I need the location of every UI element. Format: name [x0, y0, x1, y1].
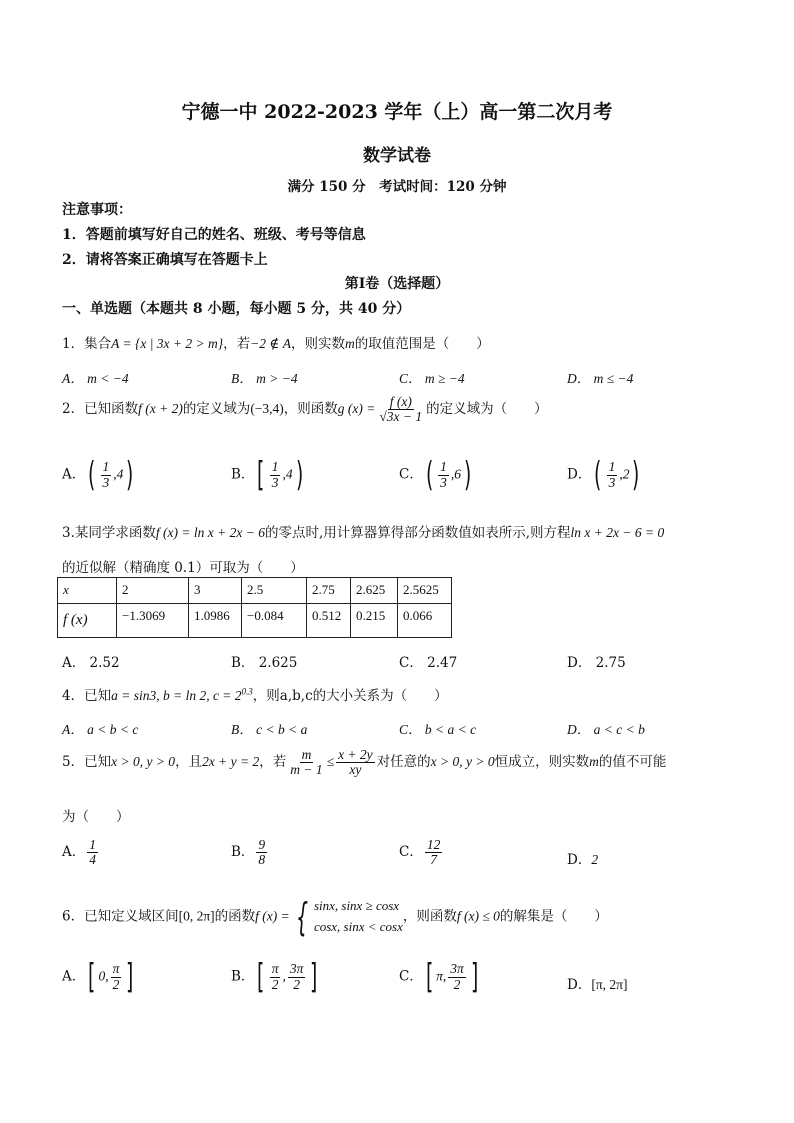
q1-option-b[interactable]: B． m > −4: [231, 371, 298, 386]
table-cell: 2.5625: [398, 578, 452, 604]
table-cell: f (x): [58, 604, 117, 638]
table-row: [58, 604, 452, 638]
piecewise-function: { sinx, sinx ≥ cosx cosx, sinx < cosx: [295, 894, 403, 939]
table-cell: 0.512: [307, 604, 351, 638]
question-4: 4．已知a = sin3, b = ln 2, $c = 2^{0.3}$，则a,b,c的大小关系为（ ）: [62, 686, 448, 704]
q3-option-d[interactable]: D． 2.75: [567, 655, 626, 671]
table-cell: x: [58, 578, 117, 604]
question-1: 1．集合A = {x | 3x + 2 > m}，若−2 ∉ A，则实数m的取值范围是（ ）: [62, 336, 490, 352]
question-6: 6．已知定义域区间[0, 2π]的函数f (x) = { sinx, sinx ≥ cosx cosx, sinx < cosx ，则函数f (x) ≤ 0的解集是（ ）: [62, 894, 608, 939]
question-5-line-1: 5．已知x > 0, y > 0，且2x + y = 2，若 $\frac{m}{m - 1}$ ≤ $\frac{x + 2y}{xy}$ 对任意的x > 0, y > 0恒成立，则实数m的值不可能: [62, 747, 667, 778]
exam-info: 满分 150 分 考试时间：120 分钟: [287, 179, 507, 195]
table-cell: 0.066: [398, 604, 452, 638]
question-3-line-2: 的近似解（精确度 0.1）可取为（ ）: [62, 560, 304, 576]
part-heading: 第Ⅰ卷（选择题）: [344, 276, 450, 292]
q6-option-d[interactable]: D．[π, 2π]: [567, 977, 628, 993]
q2-option-b[interactable]: B．[ $\frac{1}{3}$ ,4): [231, 455, 303, 495]
table-cell: 2.5: [242, 578, 307, 604]
table-cell: 2.625: [351, 578, 398, 604]
q5-option-b[interactable]: B． $\frac{9}{8}$: [231, 837, 266, 868]
q2-option-d[interactable]: D．( $\frac{1}{3}$ ,2): [567, 455, 640, 495]
q2-option-c[interactable]: C．( $\frac{1}{3}$ ,6): [399, 455, 472, 495]
question-5-line-2: 为（ ）: [62, 809, 130, 825]
q3-option-c[interactable]: C． 2.47: [399, 655, 458, 671]
q6-option-a[interactable]: A．[ 0, $\frac{\pi}{2}$ ]: [62, 957, 134, 997]
q3-option-b[interactable]: B． 2.625: [231, 655, 298, 671]
table-cell: −0.084: [242, 604, 307, 638]
exam-title: 宁德一中 2022-2023 学年（上）高一第二次月考: [181, 101, 613, 123]
q6-option-b[interactable]: B．[ $\frac{\pi}{2}$ , $\frac{3\pi}{2}$ ]: [231, 957, 318, 997]
q1-option-a[interactable]: A． m < −4: [62, 371, 129, 386]
table-cell: 1.0986: [189, 604, 242, 638]
q4-option-c[interactable]: C． b < a < c: [399, 722, 477, 737]
table-cell: 2.75: [307, 578, 351, 604]
q2-option-a[interactable]: A．( $\frac{1}{3}$ ,4): [62, 455, 134, 495]
q4-option-a[interactable]: A． a < b < c: [62, 722, 139, 737]
question-3-line-1: 3.某同学求函数f (x) = ln x + 2x − 6的零点时,用计算器算得部分函数值如表所示,则方程ln x + 2x − 6 = 0: [62, 525, 665, 541]
exam-subtitle: 数学试卷: [363, 146, 431, 166]
table-cell: 2: [117, 578, 189, 604]
q1-option-c[interactable]: C． m ≥ −4: [399, 371, 465, 386]
note-item-1: 1．答题前填写好自己的姓名、班级、考号等信息: [62, 227, 366, 243]
table-cell: −1.3069: [117, 604, 189, 638]
value-table: [57, 577, 452, 638]
table-row: [58, 578, 452, 604]
question-2: 2．已知函数f (x + 2)的定义域为(−3,4)，则函数g (x) = $\frac{f (x)}{√3x - 1}$ 的定义域为（ ）: [62, 394, 548, 425]
q2-fraction: $\frac{f (x)}{√3x - 1}$: [379, 394, 423, 425]
table-cell: 3: [189, 578, 242, 604]
q1-option-d[interactable]: D． m ≤ −4: [567, 371, 634, 386]
notes-heading: 注意事项：: [62, 202, 132, 218]
q3-option-a[interactable]: A． 2.52: [62, 655, 120, 671]
table-cell: 0.215: [351, 604, 398, 638]
q4-option-b[interactable]: B． c < b < a: [231, 722, 308, 737]
q5-option-a[interactable]: A． $\frac{1}{4}$: [62, 837, 96, 868]
section-heading: 一、单选题（本题共 8 小题，每小题 5 分，共 40 分）: [62, 301, 411, 317]
note-item-2: 2．请将答案正确填写在答题卡上: [62, 252, 268, 268]
q6-option-c[interactable]: C．[ π, $\frac{3\pi}{2}$ ]: [399, 957, 479, 997]
q4-option-d[interactable]: D． a < c < b: [567, 722, 645, 737]
q5-option-c[interactable]: C． $\frac{12}{7}$: [399, 837, 441, 868]
q5-option-d[interactable]: D．2: [567, 852, 599, 868]
